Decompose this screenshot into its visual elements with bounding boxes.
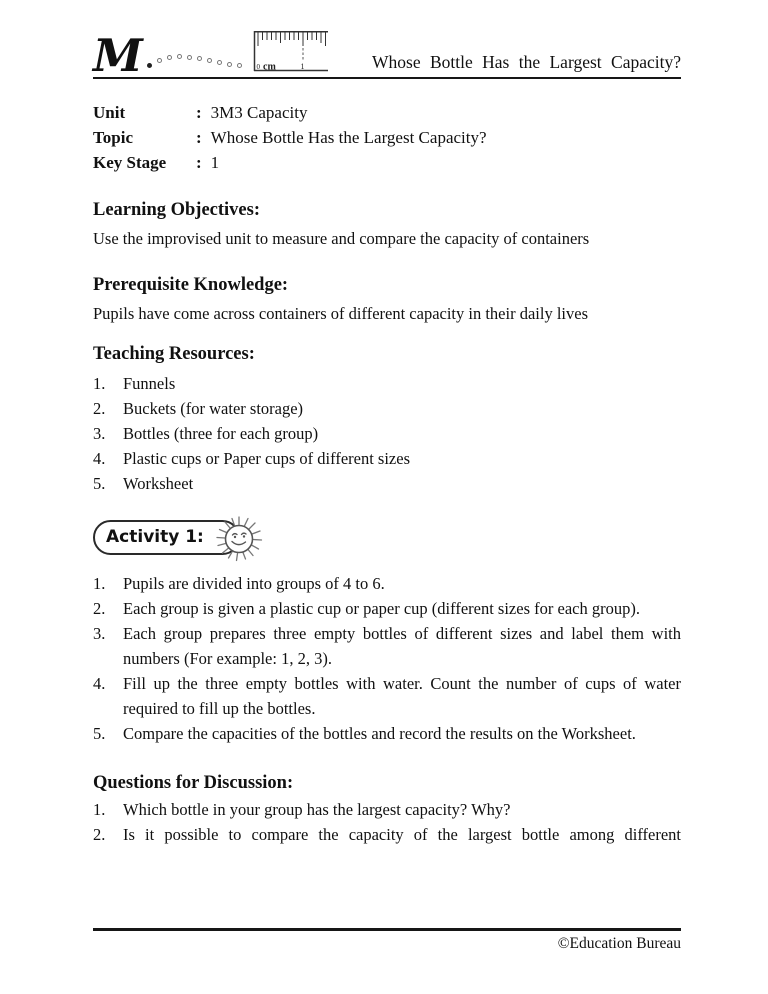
- list-item-number: 2.: [93, 399, 106, 418]
- list-item: [93, 721, 681, 746]
- list-item: [93, 371, 681, 396]
- activity-steps-list: [93, 571, 681, 746]
- meta-row-key-stage: [93, 150, 681, 175]
- list-item-number: 4.: [93, 449, 106, 468]
- meta-label: Unit: [93, 103, 126, 122]
- list-item-text: Buckets (for water storage): [123, 399, 304, 418]
- header-title: Whose Bottle Has the Largest Capacity?: [372, 52, 681, 72]
- list-item-number: 1.: [93, 374, 106, 393]
- list-item: [93, 822, 681, 847]
- ruler-cm-label: cm: [262, 61, 276, 73]
- dot: [227, 62, 232, 67]
- list-item-text: Funnels: [123, 374, 176, 393]
- learning-objectives-body: Use the improvised unit to measure and compare the capacity of containers: [93, 229, 590, 248]
- ruler-zero-label: 0: [256, 63, 260, 71]
- list-item: [93, 571, 681, 596]
- dot: [187, 55, 192, 60]
- learning-objectives-section: [93, 199, 681, 251]
- list-item-text: Pupils are divided into groups of 4 to 6.: [123, 574, 385, 593]
- list-item-text: Is it possible to compare the capacity of the largest bottle among different: [123, 825, 681, 844]
- dot: [207, 58, 212, 63]
- list-item-number: 2.: [93, 599, 106, 618]
- list-item-text: Compare the capacities of the bottles and record the results on the Worksheet.: [123, 724, 636, 743]
- meta-label: Topic: [93, 128, 134, 147]
- meta-value: 1: [210, 153, 220, 172]
- dot: [197, 56, 202, 61]
- header-divider: [93, 77, 681, 79]
- dots-decoration: [147, 63, 247, 68]
- section-heading-learning-objectives: Learning Objectives:: [93, 200, 260, 220]
- list-item: [93, 421, 681, 446]
- header-row: [93, 29, 681, 82]
- page-header: [93, 29, 681, 82]
- list-item-text: Each group prepares three empty bottles of different sizes and label them with numbers (For example: 1, 2, 3).: [123, 624, 681, 668]
- logo-m: M: [93, 29, 142, 82]
- meta-label: Key Stage: [93, 153, 167, 172]
- dot: [147, 63, 152, 68]
- list-item-number: 4.: [93, 674, 106, 693]
- list-item-number: 1.: [93, 574, 106, 593]
- list-item: [93, 396, 681, 421]
- list-item-text: Plastic cups or Paper cups of different sizes: [123, 449, 410, 468]
- dot: [157, 58, 162, 63]
- list-item-number: 3.: [93, 424, 106, 443]
- list-item: [93, 446, 681, 471]
- teaching-resources-list: [93, 371, 681, 496]
- list-item: [93, 471, 681, 496]
- list-item: [93, 596, 681, 621]
- meta-colon: :: [196, 153, 202, 172]
- list-item-number: 1.: [93, 800, 106, 819]
- meta-value: 3M3 Capacity: [210, 103, 308, 122]
- meta-row-topic: [93, 125, 681, 150]
- list-item: [93, 671, 681, 721]
- section-heading-questions-for-discussion: Questions for Discussion:: [93, 773, 294, 793]
- activity-badge-label: Activity 1:: [106, 527, 204, 547]
- copyright-text: ©Education Bureau: [557, 935, 681, 952]
- footer-divider: [93, 928, 681, 931]
- meta-row-unit: [93, 100, 681, 125]
- section-heading-teaching-resources: Teaching Resources:: [93, 344, 255, 364]
- list-item-number: 2.: [93, 825, 106, 844]
- dot: [237, 63, 242, 68]
- list-item-number: 3.: [93, 624, 106, 643]
- ruler-one-label: 1: [300, 62, 305, 71]
- activity-section: [93, 520, 681, 746]
- discussion-list: [93, 797, 681, 847]
- list-item-text: Fill up the three empty bottles with water. Count the number of cups of water required to fill up the bottles.: [123, 674, 681, 718]
- meta-colon: :: [196, 103, 202, 122]
- prerequisite-knowledge-section: [93, 274, 681, 326]
- section-heading-prerequisite-knowledge: Prerequisite Knowledge:: [93, 275, 289, 295]
- activity-badge-row: [93, 520, 681, 558]
- page-footer: [93, 928, 681, 955]
- ruler-icon: [253, 30, 329, 73]
- teaching-resources-section: [93, 343, 681, 496]
- list-item-text: Bottles (three for each group): [123, 424, 319, 443]
- meta-section: [93, 100, 681, 175]
- list-item: [93, 797, 681, 822]
- activity-badge: [93, 520, 240, 555]
- list-item-text: Which bottle in your group has the largest capacity? Why?: [123, 800, 511, 819]
- list-item-text: Worksheet: [123, 474, 194, 493]
- prerequisite-knowledge-body: Pupils have come across containers of different capacity in their daily lives: [93, 304, 588, 323]
- dot: [217, 60, 222, 65]
- list-item-number: 5.: [93, 474, 106, 493]
- dot: [177, 54, 182, 59]
- meta-colon: :: [196, 128, 202, 147]
- list-item-number: 5.: [93, 724, 106, 743]
- list-item: [93, 621, 681, 671]
- discussion-section: [93, 772, 681, 847]
- dot: [167, 55, 172, 60]
- list-item-text: Each group is given a plastic cup or paper cup (different sizes for each group).: [123, 599, 640, 618]
- sun-smiley-icon: [212, 512, 266, 566]
- meta-value: Whose Bottle Has the Largest Capacity?: [210, 128, 487, 147]
